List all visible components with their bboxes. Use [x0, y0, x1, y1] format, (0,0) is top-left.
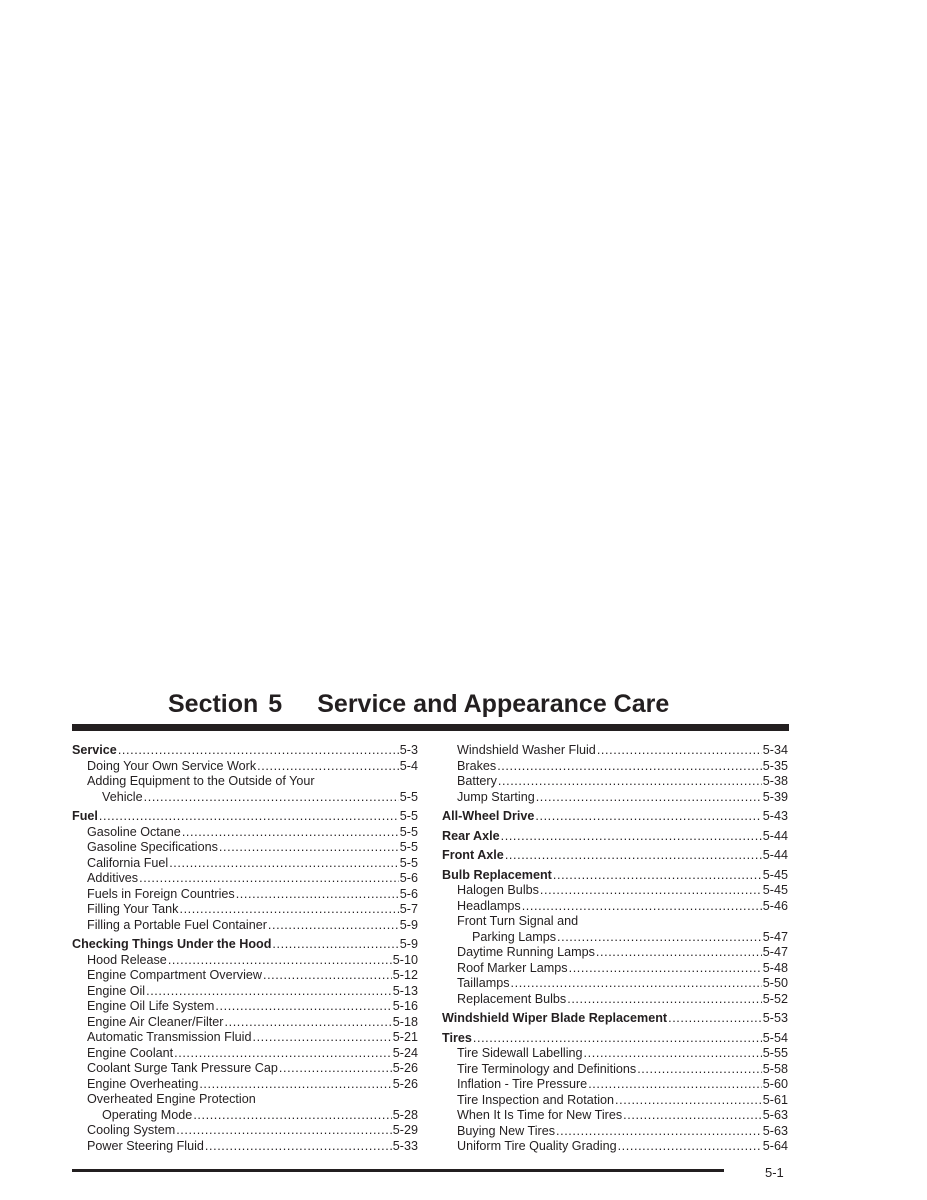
- section-label: Section: [168, 690, 259, 718]
- toc-entry[interactable]: Engine Oil ..... 5-13: [72, 984, 418, 1000]
- toc-entry[interactable]: Engine Compartment Overview ..... 5-12: [72, 968, 418, 984]
- section-title: [168, 690, 768, 719]
- toc-entry[interactable]: Filling Your Tank ..... 5-7: [72, 902, 418, 918]
- toc-entry[interactable]: Adding Equipment to the Outside of Your: [87, 774, 315, 788]
- toc-entry[interactable]: Cooling System ..... 5-29: [72, 1123, 418, 1139]
- toc-left-column: [72, 743, 418, 1154]
- toc-entry[interactable]: Hood Release ..... 5-10: [72, 953, 418, 969]
- toc-entry[interactable]: Engine Overheating ..... 5-26: [72, 1077, 418, 1093]
- toc-entry[interactable]: Battery ..... 5-38: [442, 774, 788, 790]
- toc-entry[interactable]: Fuel ..... 5-5: [72, 809, 418, 825]
- toc-entry[interactable]: Bulb Replacement ..... 5-45: [442, 868, 788, 884]
- toc-entry[interactable]: Engine Oil Life System ..... 5-16: [72, 999, 418, 1015]
- title-rule: [72, 724, 789, 731]
- toc-entry[interactable]: Parking Lamps ..... 5-47: [442, 930, 788, 946]
- toc-entry[interactable]: Front Turn Signal and: [457, 914, 579, 928]
- toc-entry[interactable]: Gasoline Octane ..... 5-5: [72, 825, 418, 841]
- toc-right-column: [442, 743, 788, 1155]
- toc-entry[interactable]: Roof Marker Lamps ..... 5-48: [442, 961, 788, 977]
- toc-entry[interactable]: Engine Coolant ..... 5-24: [72, 1046, 418, 1062]
- toc-entry[interactable]: Additives ..... 5-6: [72, 871, 418, 887]
- toc-entry[interactable]: All-Wheel Drive ..... 5-43: [442, 809, 788, 825]
- toc-entry[interactable]: Uniform Tire Quality Grading ..... 5-64: [442, 1139, 788, 1155]
- toc-entry[interactable]: Tires ..... 5-54: [442, 1031, 788, 1047]
- toc-entry[interactable]: Daytime Running Lamps ..... 5-47: [442, 945, 788, 961]
- toc-entry[interactable]: Service ..... 5-3: [72, 743, 418, 759]
- toc-entry[interactable]: California Fuel ..... 5-5: [72, 856, 418, 872]
- toc-entry[interactable]: Taillamps ..... 5-50: [442, 976, 788, 992]
- toc-entry[interactable]: Tire Terminology and Definitions ..... 5-58: [442, 1062, 788, 1078]
- toc-entry[interactable]: Engine Air Cleaner/Filter ..... 5-18: [72, 1015, 418, 1031]
- toc-entry[interactable]: Automatic Transmission Fluid ..... 5-21: [72, 1030, 418, 1046]
- toc-entry[interactable]: Jump Starting ..... 5-39: [442, 790, 788, 806]
- toc-entry[interactable]: Vehicle ..... 5-5: [72, 790, 418, 806]
- toc-entry[interactable]: Overheated Engine Protection: [87, 1092, 256, 1106]
- toc-entry[interactable]: Buying New Tires ..... 5-63: [442, 1124, 788, 1140]
- toc-entry[interactable]: Windshield Wiper Blade Replacement ..... 5-53: [442, 1011, 788, 1027]
- section-name: Service and Appearance Care: [317, 690, 670, 718]
- footer-rule: [72, 1169, 724, 1172]
- section-number: 5: [268, 690, 283, 718]
- toc-entry[interactable]: Replacement Bulbs ..... 5-52: [442, 992, 788, 1008]
- toc-entry[interactable]: Brakes ..... 5-35: [442, 759, 788, 775]
- page-number: 5-1: [765, 1165, 784, 1180]
- toc-entry[interactable]: Inflation - Tire Pressure ..... 5-60: [442, 1077, 788, 1093]
- toc-entry[interactable]: Tire Sidewall Labelling ..... 5-55: [442, 1046, 788, 1062]
- toc-entry[interactable]: Halogen Bulbs ..... 5-45: [442, 883, 788, 899]
- toc-entry[interactable]: Gasoline Specifications ..... 5-5: [72, 840, 418, 856]
- toc-entry[interactable]: When It Is Time for New Tires ..... 5-63: [442, 1108, 788, 1124]
- toc-entry[interactable]: Checking Things Under the Hood ..... 5-9: [72, 937, 418, 953]
- toc-entry[interactable]: Power Steering Fluid ..... 5-33: [72, 1139, 418, 1155]
- toc-entry[interactable]: Coolant Surge Tank Pressure Cap ..... 5-26: [72, 1061, 418, 1077]
- toc-entry[interactable]: Front Axle ..... 5-44: [442, 848, 788, 864]
- toc-entry[interactable]: Rear Axle ..... 5-44: [442, 829, 788, 845]
- toc-entry[interactable]: Headlamps ..... 5-46: [442, 899, 788, 915]
- toc-entry[interactable]: Windshield Washer Fluid ..... 5-34: [442, 743, 788, 759]
- toc-entry[interactable]: Doing Your Own Service Work ..... 5-4: [72, 759, 418, 775]
- toc-entry[interactable]: Operating Mode ..... 5-28: [72, 1108, 418, 1124]
- toc-entry[interactable]: Tire Inspection and Rotation ..... 5-61: [442, 1093, 788, 1109]
- toc-entry[interactable]: Fuels in Foreign Countries ..... 5-6: [72, 887, 418, 903]
- toc-entry[interactable]: Filling a Portable Fuel Container ..... 5-9: [72, 918, 418, 934]
